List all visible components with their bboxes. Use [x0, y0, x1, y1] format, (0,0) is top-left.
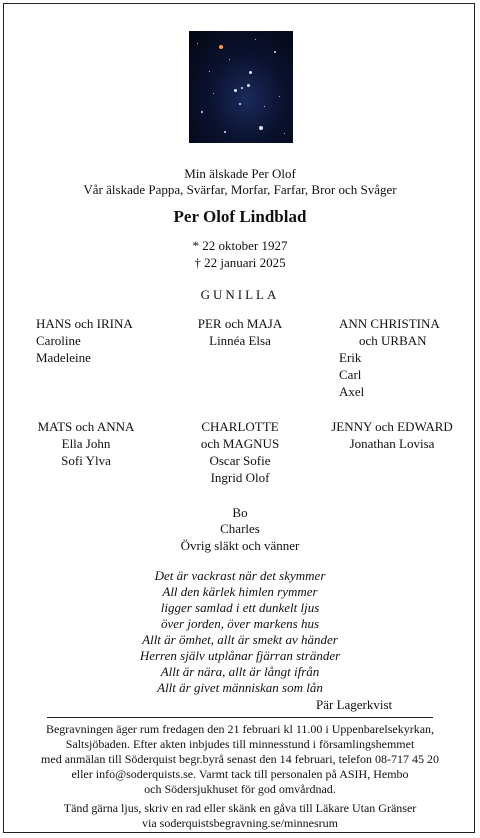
family-line: MATS och ANNA — [37, 419, 135, 434]
family-line: Linnéa Elsa — [209, 333, 271, 348]
family-line: Erik — [339, 350, 362, 365]
family-line: Oscar Sofie — [209, 453, 271, 468]
family-line: Axel — [339, 384, 365, 399]
family-line: Caroline — [36, 333, 81, 348]
family-jenny-edward — [326, 418, 458, 452]
family-line: Madeleine — [36, 350, 91, 365]
poem-line: ligger samlad i ett dunkelt ljus — [160, 600, 320, 615]
poem-author: Pär Lagerkvist — [316, 697, 393, 712]
deceased-name: Per Olof Lindblad — [173, 207, 307, 226]
family-hans-irina — [36, 315, 133, 366]
birth-date: * 22 oktober 1927 — [192, 238, 288, 253]
divider — [47, 717, 433, 718]
family-line: Carl — [339, 367, 362, 382]
poem-line: över jorden, över markens hus — [160, 616, 319, 631]
other-relatives: Övrig släkt och vänner — [180, 538, 300, 553]
spouse-name: GUNILLA — [200, 287, 280, 302]
funeral-info-line: eller info@soderquists.se. Varmt tack till personalen på ASIH, Hembo — [71, 767, 409, 781]
funeral-info-line: med anmälan till Söderquist begr.byrå senast den 14 februari, telefon 08-717 45 20 — [41, 752, 439, 766]
family-line: HANS och IRINA — [36, 316, 133, 331]
family-line: ANN CHRISTINA — [339, 316, 440, 331]
family-line: och MAGNUS — [200, 436, 280, 451]
family-line: Ella John — [61, 436, 111, 451]
poem-line: Allt är givet människan som lån — [157, 680, 323, 695]
family-line: CHARLOTTE — [201, 419, 279, 434]
family-per-maja — [190, 315, 290, 349]
funeral-info — [0, 722, 480, 797]
family-line: och URBAN — [359, 333, 427, 348]
family-charlotte-magnus — [190, 418, 290, 486]
family-line: Ingrid Olof — [210, 470, 270, 485]
intro-line-2: Vår älskade Pappa, Svärfar, Morfar, Farfar, Bror och Svåger — [83, 182, 397, 197]
family-mats-anna — [30, 418, 142, 469]
family-line: PER och MAJA — [197, 316, 283, 331]
poem-line: Herren själv utplånar fjärran stränder — [139, 648, 341, 663]
funeral-info-line: och Södersjukhuset för god omvårdnad. — [144, 782, 336, 796]
funeral-info-line: Begravningen äger rum fredagen den 21 februari kl 11.00 i Uppenbarelsekyrkan, — [45, 722, 435, 736]
family-line: JENNY och EDWARD — [331, 419, 453, 434]
donation-info-line: Tänd gärna ljus, skriv en rad eller skänk en gåva till Läkare Utan Gränser — [63, 801, 417, 815]
family-line: Sofi Ylva — [61, 453, 111, 468]
poem-line: Allt är nära, allt är långt ifrån — [160, 664, 320, 679]
poem-line: All den kärlek himlen rymmer — [162, 584, 318, 599]
donation-info-line: via soderquistsbegravning.se/minnesrum — [142, 816, 338, 830]
other-mourner: Charles — [220, 521, 260, 536]
funeral-info-line: Saltsjöbaden. Efter akten inbjudes till minnesstund i församlingshemmet — [65, 737, 415, 751]
poem-line: Det är vackrast när det skymmer — [154, 568, 326, 583]
family-ann-christina-urban — [339, 315, 440, 400]
starry-sky-photo — [189, 31, 293, 143]
poem-line: Allt är ömhet, allt är smekt av händer — [142, 632, 338, 647]
donation-info — [0, 801, 480, 831]
intro-line-1: Min älskade Per Olof — [184, 166, 296, 181]
other-mourner: Bo — [232, 505, 248, 520]
death-date: † 22 januari 2025 — [194, 255, 286, 270]
family-line: Jonathan Lovisa — [349, 436, 435, 451]
